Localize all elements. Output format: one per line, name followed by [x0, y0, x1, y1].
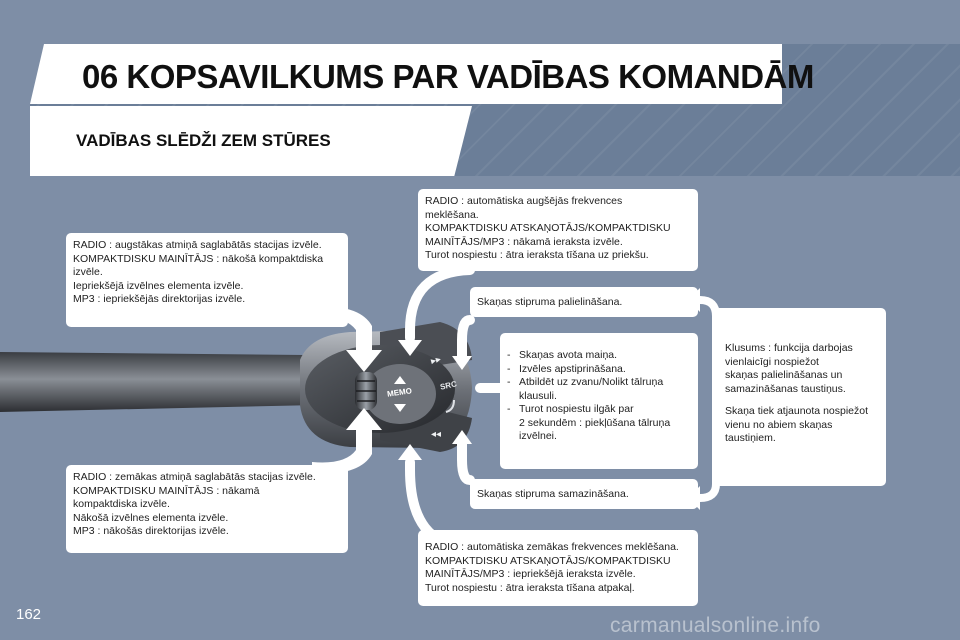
source-bullet-item: - Turot nospiestu ilgāk par 2 sekundēm : piekļūšana tālruņa izvēlnei.: [507, 403, 671, 442]
source-bullet-list: [507, 349, 691, 444]
forward-label: ▸▸: [429, 353, 443, 368]
connector-volume-down: [462, 444, 470, 480]
callout-seek-forward: RADIO : automātiska augšējās frekvences meklēšana. KOMPAKTDISKU ATSKAŅOTĀJS/KOMPAKTDISKU MAINĪTĀJS/MP3 : nākamā ieraksta izvēle. Turot nospiestu : ātra ieraksta tīšana uz priekšu.: [418, 189, 698, 271]
watermark: carmanualsonline.info: [610, 614, 821, 637]
stalk-arm: [0, 352, 318, 412]
page-title: 06 KOPSAVILKUMS PAR VADĪBAS KOMANDĀM: [82, 58, 814, 95]
callout-volume-down: Skaņas stipruma samazināšana.: [470, 479, 698, 509]
src-label: SRC: [439, 379, 458, 392]
page-number: 162: [16, 606, 42, 623]
page-subtitle: VADĪBAS SLĒDŽI ZEM STŪRES: [76, 131, 331, 150]
callout-seek-back: RADIO : automātiska zemākas frekvences meklēšana. KOMPAKTDISKU ATSKAŅOTĀJS/KOMPAKTDISKU MAINĪTĀJS/MP3 : iepriekšējā ieraksta izvēle. Turot nospiestu : ātra ieraksta tīšana atpakaļ.: [418, 530, 698, 606]
callout-memo-up: RADIO : augstākas atmiņā saglabātās stacijas izvēle. KOMPAKTDISKU MAINĪTĀJS : nākošā kompaktdiska izvēle. Iepriekšējā izvēlnes elementa izvēle. MP3 : iepriekšējās direktorijas izvēle.: [66, 233, 348, 327]
source-bullet-item: - Skaņas avota maiņa.: [507, 349, 618, 361]
callout-source: [500, 333, 698, 469]
callout-volume-up: Skaņas stipruma palielināšana.: [470, 287, 698, 317]
callout-memo-down: RADIO : zemākas atmiņā saglabātās stacijas izvēle. KOMPAKTDISKU MAINĪTĀJS : nākamā kompaktdiska izvēle. Nākošā izvēlnes elementa izvēle. MP3 : nākošās direktorijas izvēle.: [66, 465, 348, 553]
mute-bracket: [700, 300, 716, 498]
back-label: ◂◂: [431, 429, 442, 440]
source-bullet-item: - Atbildēt uz zvanu/Nolikt tālruņa klausuli.: [507, 376, 664, 402]
memo-label: MEMO: [386, 386, 413, 399]
callout-mute: Klusums : funkcija darbojas vienlaicīgi nospiežot skaņas palielināšanas un samazināšanas taustiņus. Skaņa tiek atjaunota nospiežot vienu no abiem skaņas taustiņiem.: [718, 308, 886, 486]
source-bullet-item: - Izvēles apstiprināšana.: [507, 362, 626, 375]
